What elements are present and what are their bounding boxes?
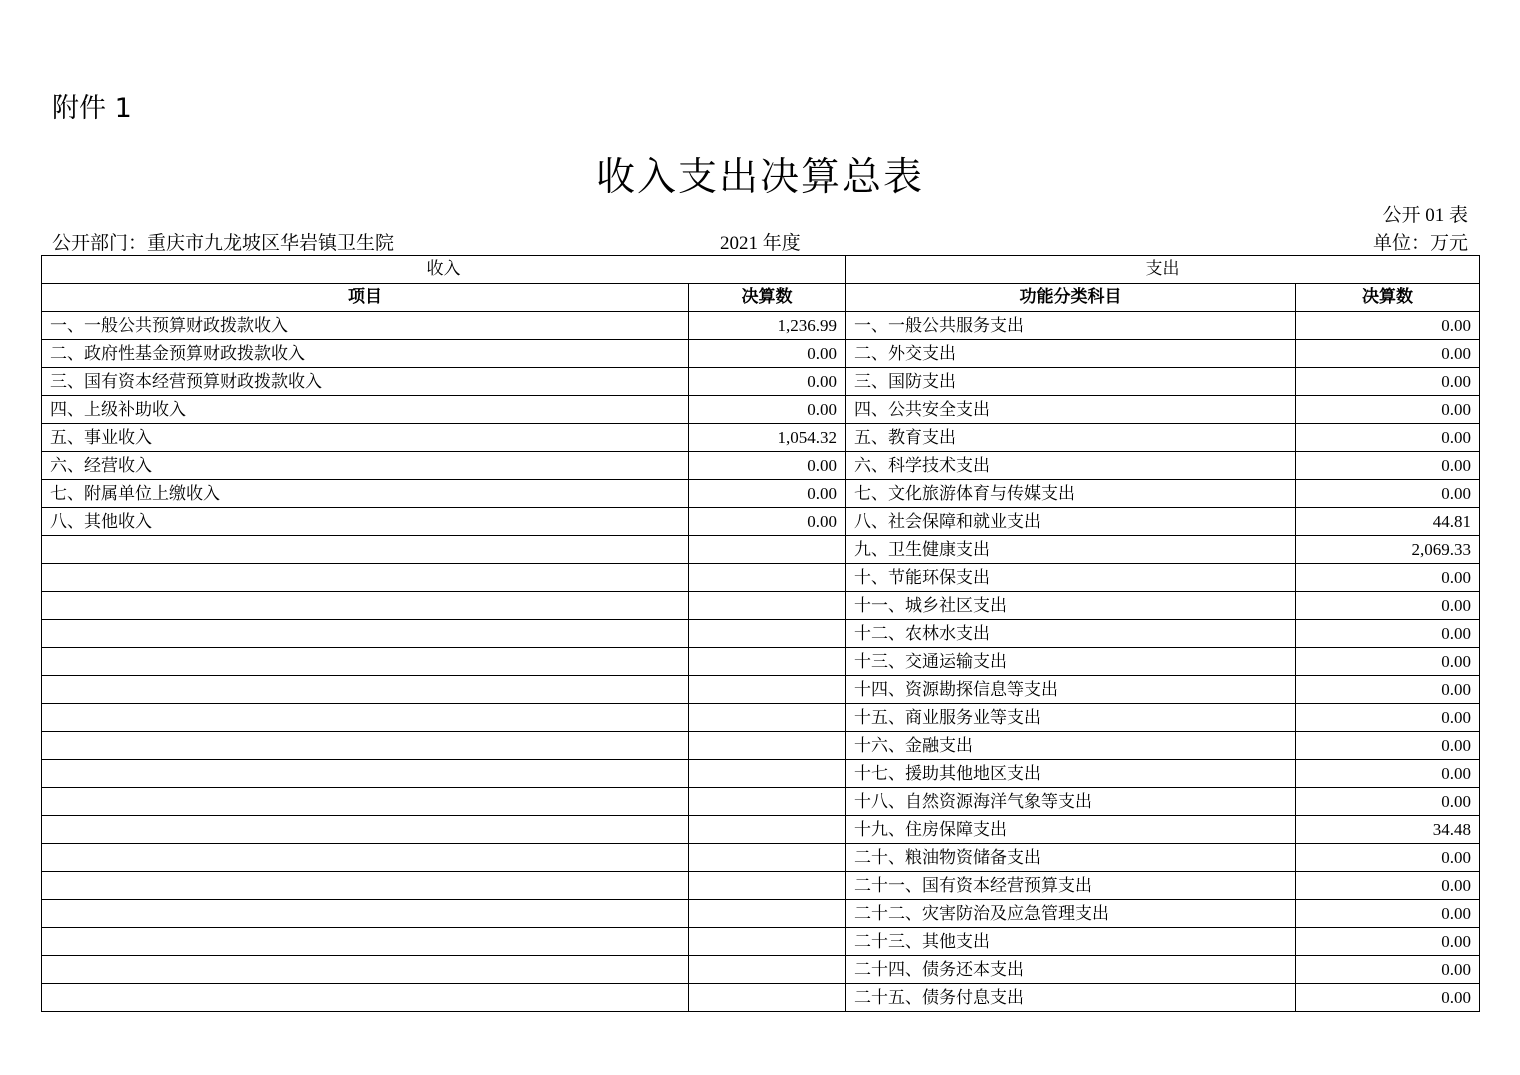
income-amount-cell: 0.00: [689, 396, 846, 424]
income-item-cell: 二、政府性基金预算财政拨款收入: [42, 340, 689, 368]
expense-amount-cell: 0.00: [1296, 620, 1480, 648]
expense-item-cell: 十四、资源勘探信息等支出: [846, 676, 1296, 704]
expense-amount-cell: 0.00: [1296, 564, 1480, 592]
table-row: [42, 312, 1480, 340]
expense-amount-cell: 0.00: [1296, 788, 1480, 816]
table-row: [42, 928, 1480, 956]
expense-item-cell: 二十四、债务还本支出: [846, 956, 1296, 984]
income-item-cell: [42, 704, 689, 732]
table-number: 公开 01 表: [1382, 205, 1468, 226]
expense-amount-cell: 0.00: [1296, 844, 1480, 872]
income-amount-cell: [689, 592, 846, 620]
column-header-row: [42, 284, 1480, 312]
expense-item-cell: 十五、商业服务业等支出: [846, 704, 1296, 732]
income-amount-cell: 1,236.99: [689, 312, 846, 340]
column-header-income-item: 项目: [42, 284, 689, 312]
income-amount-cell: [689, 816, 846, 844]
income-amount-cell: [689, 536, 846, 564]
income-amount-cell: [689, 900, 846, 928]
expense-item-cell: 二十五、债务付息支出: [846, 984, 1296, 1012]
expense-amount-cell: 0.00: [1296, 984, 1480, 1012]
income-item-cell: [42, 900, 689, 928]
table-row: [42, 592, 1480, 620]
table-row: [42, 872, 1480, 900]
income-item-cell: [42, 592, 689, 620]
expense-amount-cell: 0.00: [1296, 732, 1480, 760]
income-amount-cell: 0.00: [689, 480, 846, 508]
unit-label: 单位：万元: [1372, 233, 1468, 254]
expense-item-cell: 十七、援助其他地区支出: [846, 760, 1296, 788]
table-row: [42, 816, 1480, 844]
expense-item-cell: 二十三、其他支出: [846, 928, 1296, 956]
expense-amount-cell: 0.00: [1296, 452, 1480, 480]
income-item-cell: [42, 984, 689, 1012]
attachment-label: 附件 1: [52, 93, 132, 124]
table-row: [42, 984, 1480, 1012]
income-item-cell: 八、其他收入: [42, 508, 689, 536]
expense-amount-cell: 0.00: [1296, 592, 1480, 620]
expense-item-cell: 七、文化旅游体育与传媒支出: [846, 480, 1296, 508]
income-item-cell: 六、经营收入: [42, 452, 689, 480]
table-row: [42, 620, 1480, 648]
expense-item-cell: 二十二、灾害防治及应急管理支出: [846, 900, 1296, 928]
expense-item-cell: 二十一、国有资本经营预算支出: [846, 872, 1296, 900]
expense-item-cell: 十八、自然资源海洋气象等支出: [846, 788, 1296, 816]
table-row: [42, 564, 1480, 592]
income-amount-cell: [689, 704, 846, 732]
income-item-cell: [42, 620, 689, 648]
expense-item-cell: 十、节能环保支出: [846, 564, 1296, 592]
expense-amount-cell: 0.00: [1296, 676, 1480, 704]
income-amount-cell: 1,054.32: [689, 424, 846, 452]
income-item-cell: [42, 788, 689, 816]
income-amount-cell: [689, 844, 846, 872]
department-label: 公开部门：重庆市九龙坡区华岩镇卫生院: [52, 233, 395, 254]
income-item-cell: [42, 564, 689, 592]
expense-amount-cell: 0.00: [1296, 928, 1480, 956]
expense-amount-cell: 0.00: [1296, 396, 1480, 424]
income-item-cell: [42, 844, 689, 872]
expense-item-cell: 三、国防支出: [846, 368, 1296, 396]
income-amount-cell: [689, 564, 846, 592]
table-row: [42, 340, 1480, 368]
table-row: [42, 508, 1480, 536]
expense-amount-cell: 0.00: [1296, 872, 1480, 900]
expense-amount-cell: 0.00: [1296, 480, 1480, 508]
expense-amount-cell: 44.81: [1296, 508, 1480, 536]
table-row: [42, 760, 1480, 788]
income-amount-cell: [689, 676, 846, 704]
expense-amount-cell: 2,069.33: [1296, 536, 1480, 564]
expense-amount-cell: 0.00: [1296, 956, 1480, 984]
expense-item-cell: 十三、交通运输支出: [846, 648, 1296, 676]
expense-item-cell: 一、一般公共服务支出: [846, 312, 1296, 340]
income-amount-cell: 0.00: [689, 508, 846, 536]
expense-item-cell: 四、公共安全支出: [846, 396, 1296, 424]
income-amount-cell: [689, 648, 846, 676]
table-row: [42, 732, 1480, 760]
fiscal-year: 2021 年度: [720, 233, 801, 254]
expense-item-cell: 十六、金融支出: [846, 732, 1296, 760]
expense-item-cell: 二十、粮油物资储备支出: [846, 844, 1296, 872]
table-row: [42, 788, 1480, 816]
table-row: [42, 536, 1480, 564]
income-item-cell: 三、国有资本经营预算财政拨款收入: [42, 368, 689, 396]
table-row: [42, 844, 1480, 872]
income-amount-cell: [689, 956, 846, 984]
income-item-cell: [42, 760, 689, 788]
expense-amount-cell: 0.00: [1296, 368, 1480, 396]
expense-amount-cell: 0.00: [1296, 312, 1480, 340]
income-amount-cell: [689, 760, 846, 788]
income-section-header: 收入: [42, 256, 846, 284]
expense-amount-cell: 0.00: [1296, 424, 1480, 452]
expense-item-cell: 十二、农林水支出: [846, 620, 1296, 648]
table-row: [42, 704, 1480, 732]
expense-amount-cell: 0.00: [1296, 648, 1480, 676]
income-item-cell: 一、一般公共预算财政拨款收入: [42, 312, 689, 340]
expense-item-cell: 十九、住房保障支出: [846, 816, 1296, 844]
expense-amount-cell: 0.00: [1296, 760, 1480, 788]
column-header-expense-item: 功能分类科目: [846, 284, 1296, 312]
income-amount-cell: [689, 732, 846, 760]
income-amount-cell: [689, 788, 846, 816]
expense-item-cell: 二、外交支出: [846, 340, 1296, 368]
income-item-cell: [42, 956, 689, 984]
table-row: [42, 648, 1480, 676]
income-amount-cell: 0.00: [689, 340, 846, 368]
column-header-income-amount: 决算数: [689, 284, 846, 312]
expense-amount-cell: 0.00: [1296, 704, 1480, 732]
income-amount-cell: [689, 984, 846, 1012]
expense-amount-cell: 0.00: [1296, 900, 1480, 928]
income-item-cell: [42, 732, 689, 760]
expense-amount-cell: 0.00: [1296, 340, 1480, 368]
expense-item-cell: 十一、城乡社区支出: [846, 592, 1296, 620]
section-header-row: [42, 256, 1480, 284]
table-row: [42, 452, 1480, 480]
table-row: [42, 480, 1480, 508]
table-row: [42, 368, 1480, 396]
income-amount-cell: [689, 620, 846, 648]
income-item-cell: [42, 928, 689, 956]
income-item-cell: [42, 676, 689, 704]
page-title: 收入支出决算总表: [595, 155, 924, 200]
column-header-expense-amount: 决算数: [1296, 284, 1480, 312]
income-item-cell: [42, 816, 689, 844]
expense-item-cell: 六、科学技术支出: [846, 452, 1296, 480]
income-item-cell: [42, 872, 689, 900]
income-item-cell: [42, 648, 689, 676]
table-row: [42, 424, 1480, 452]
table-row: [42, 900, 1480, 928]
table-row: [42, 956, 1480, 984]
expense-item-cell: 九、卫生健康支出: [846, 536, 1296, 564]
expense-item-cell: 八、社会保障和就业支出: [846, 508, 1296, 536]
table-row: [42, 676, 1480, 704]
income-amount-cell: 0.00: [689, 368, 846, 396]
table-row: [42, 396, 1480, 424]
income-item-cell: 七、附属单位上缴收入: [42, 480, 689, 508]
income-expense-table: [41, 255, 1480, 1012]
income-item-cell: 四、上级补助收入: [42, 396, 689, 424]
income-amount-cell: 0.00: [689, 452, 846, 480]
income-amount-cell: [689, 872, 846, 900]
income-amount-cell: [689, 928, 846, 956]
income-item-cell: [42, 536, 689, 564]
expense-amount-cell: 34.48: [1296, 816, 1480, 844]
expense-item-cell: 五、教育支出: [846, 424, 1296, 452]
income-item-cell: 五、事业收入: [42, 424, 689, 452]
expense-section-header: 支出: [846, 256, 1480, 284]
